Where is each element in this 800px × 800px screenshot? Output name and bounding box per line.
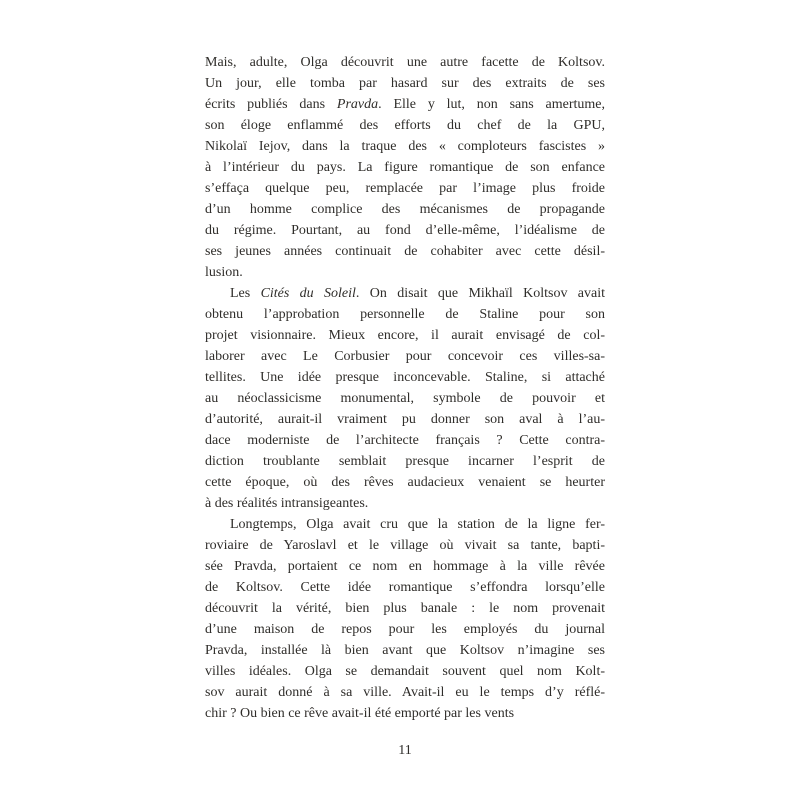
page-number: 11 [398, 743, 412, 758]
text-line: son éloge enflammé des efforts du chef de la GPU, [205, 118, 605, 133]
text-line: sov aurait donné à sa ville. Avait-il eu le temps d’y réflé- [205, 685, 605, 700]
text-line: diction troublante semblait presque incarner l’esprit de [205, 454, 605, 469]
text-line: Longtemps, Olga avait cru que la station de la ligne fer- [230, 517, 605, 532]
text-line: au néoclassicisme monumental, symbole de pouvoir et [205, 391, 605, 406]
paragraph [205, 52, 605, 283]
text-line: cette époque, où des rêves audacieux venaient se heurter [205, 475, 605, 490]
text-line: obtenu l’approbation personnelle de Staline pour son [205, 307, 605, 322]
text-line: lusion. [205, 265, 243, 280]
text-line: ses jeunes années continuait de cohabiter avec cette désil- [205, 244, 605, 259]
text-line: découvrit la vérité, bien plus banale : le nom provenait [205, 601, 605, 616]
italic-text: Pravda [336, 97, 379, 112]
text-line: Mais, adulte, Olga découvrit une autre facette de Koltsov. [205, 55, 605, 70]
text-line: chir ? Ou bien ce rêve avait-il été emporté par les vents [205, 706, 515, 721]
text-line: d’une maison de repos pour les employés du journal [205, 622, 605, 637]
italic-text: Cités du Soleil [260, 286, 356, 301]
text-line: d’autorité, aurait-il vraiment pu donner son aval à l’au- [205, 412, 605, 427]
text-line: d’un homme complice des mécanismes de propagande [205, 202, 605, 217]
text-line: de Koltsov. Cette idée romantique s’effondra lorsqu’elle [205, 580, 605, 595]
text-line: villes idéales. Olga se demandait souvent quel nom Kolt- [205, 664, 605, 679]
text-line: Un jour, elle tomba par hasard sur des extraits de ses [205, 76, 605, 91]
text-line: Nikolaï Iejov, dans la traque des « comploteurs fascistes » [205, 139, 605, 154]
text-line: écrits publiés dans Pravda. Elle y lut, non sans amertume, [205, 97, 605, 112]
text-line: tellites. Une idée presque inconcevable. Staline, si attaché [205, 370, 605, 385]
paragraph [205, 283, 605, 514]
text-line: à l’intérieur du pays. La figure romantique de son enfance [205, 160, 605, 175]
text-line: laborer avec Le Corbusier pour concevoir ces villes-sa- [205, 349, 605, 364]
text-line: dace moderniste de l’architecte français ? Cette contra- [205, 433, 605, 448]
paragraph [205, 514, 605, 724]
text-line: s’effaça quelque peu, remplacée par l’image plus froide [205, 181, 605, 196]
text-line: projet visionnaire. Mieux encore, il aurait envisagé de col- [205, 328, 605, 343]
text-line: sée Pravda, portaient ce nom en hommage à la ville rêvée [205, 559, 605, 574]
text-line: du régime. Pourtant, au fond d’elle-même, l’idéalisme de [205, 223, 605, 238]
text-line: Les Cités du Soleil. On disait que Mikhaïl Koltsov avait [230, 286, 605, 301]
text-line: Pravda, installée là bien avant que Koltsov n’imagine ses [205, 643, 605, 658]
text-block [205, 52, 605, 724]
text-line: roviaire de Yaroslavl et le village où vivait sa tante, bapti- [205, 538, 605, 553]
text-line: à des réalités intransigeantes. [205, 496, 369, 511]
